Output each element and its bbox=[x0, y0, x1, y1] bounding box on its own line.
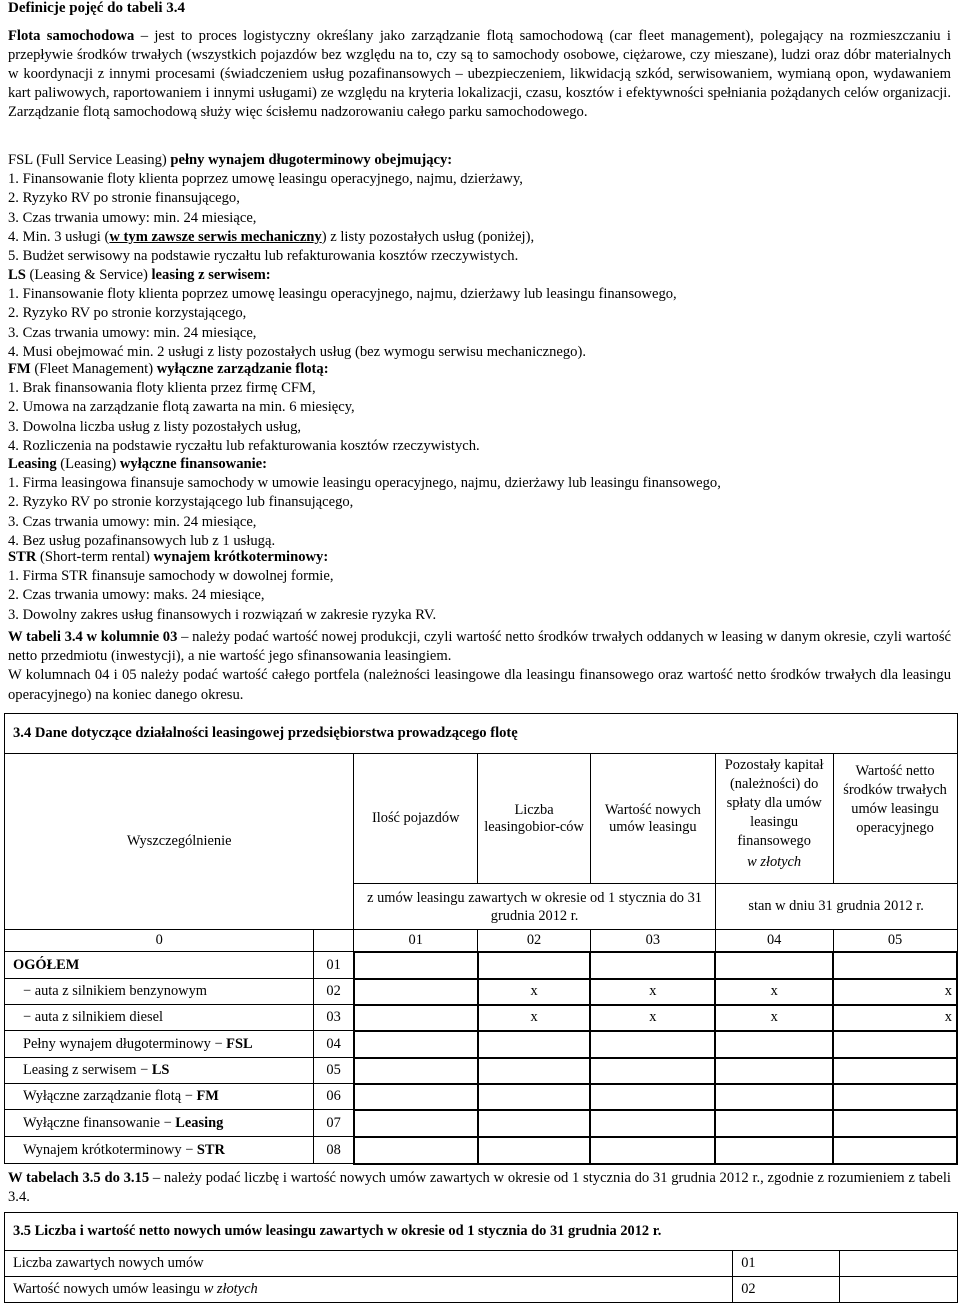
item-emphasis: w tym zawsze serwis mechaniczny bbox=[109, 228, 322, 245]
section-full-name: (Short-term rental) bbox=[36, 549, 154, 565]
na-cell: x bbox=[590, 979, 715, 1005]
row-label-text: Wartość nowych umów leasingu bbox=[13, 1281, 204, 1297]
table-3-4 bbox=[4, 713, 958, 1165]
table-3-5-title: 3.5 Liczba i wartość netto nowych umów leasingu zawartych w okresie od 1 stycznia do 31 grudnia 2012 r. bbox=[5, 1213, 958, 1251]
data-cell[interactable] bbox=[590, 1137, 715, 1164]
list-item: 1. Firma STR finansuje samochody w dowolnej formie, bbox=[8, 568, 334, 585]
list-item: 4. Rozliczenia na podstawie ryczałtu lub refakturowania kosztów rzeczywistych. bbox=[8, 437, 480, 454]
data-cell[interactable] bbox=[354, 952, 478, 979]
row-label-abbr: Leasing bbox=[175, 1114, 224, 1131]
list-item: 1. Finansowanie floty klienta poprzez umowę leasingu operacyjnego, najmu, dzierżawy, bbox=[8, 171, 523, 188]
row-label-text: Pełny wynajem długoterminowy − bbox=[23, 1035, 227, 1052]
list-item bbox=[8, 228, 951, 247]
header-spec: Wyszczególnienie bbox=[5, 754, 354, 930]
header-remaining-capital bbox=[715, 754, 833, 884]
na-cell: x bbox=[833, 979, 957, 1005]
note-table-3-4 bbox=[8, 628, 951, 705]
header-value-new: Wartość nowych umów leasingu bbox=[590, 754, 715, 884]
list-item: 1. Finansowanie floty klienta poprzez umowę leasingu operacyjnego, najmu, dzierżawy lub leasingu finansowego, bbox=[8, 286, 677, 303]
na-cell: x bbox=[715, 1005, 833, 1031]
data-cell[interactable] bbox=[354, 1058, 478, 1084]
section-full-name: (Leasing) bbox=[56, 456, 120, 472]
row-label bbox=[5, 1110, 314, 1137]
na-cell: x bbox=[478, 979, 591, 1005]
list-item: 5. Budżet serwisowy na podstawie ryczałtu lub refakturowania kosztów rzeczywistych. bbox=[8, 248, 519, 265]
col-number: 03 bbox=[590, 930, 715, 952]
section-full-name: (Full Service Leasing) bbox=[32, 152, 171, 168]
data-cell[interactable] bbox=[478, 952, 591, 979]
table-row bbox=[5, 1137, 958, 1164]
row-code: 01 bbox=[314, 952, 354, 979]
col-number: 02 bbox=[478, 930, 591, 952]
fleet-definition bbox=[8, 27, 951, 122]
list-item: 3. Czas trwania umowy: min. 24 miesiące, bbox=[8, 209, 257, 226]
row-code: 08 bbox=[314, 1137, 354, 1164]
note-text: – należy podać wartość nowej produkcji, czyli wartość netto środków trwałych oddanych w leasing w danym okresie, czyli wartość netto przedmiotu (inwestycji), a nie wartość jego sfinansowania leasingiem. bbox=[8, 629, 952, 665]
data-cell[interactable] bbox=[478, 1058, 591, 1084]
fleet-term: Flota samochodowa bbox=[8, 28, 135, 44]
na-cell: x bbox=[478, 1005, 591, 1031]
row-label-abbr: LS bbox=[151, 1062, 170, 1078]
section-full-name: (Leasing & Service) bbox=[25, 267, 152, 283]
row-code: 07 bbox=[314, 1110, 354, 1137]
list-item: 2. Ryzyko RV po stronie finansującego, bbox=[8, 190, 240, 207]
data-cell[interactable] bbox=[715, 1084, 833, 1110]
section-abbr: STR bbox=[8, 549, 37, 565]
col-number: 05 bbox=[833, 930, 957, 952]
data-cell[interactable] bbox=[354, 1084, 478, 1110]
row-label bbox=[5, 1277, 733, 1303]
table-row bbox=[5, 1251, 958, 1277]
row-label bbox=[5, 1137, 314, 1164]
row-label: − auta z silnikiem benzynowym bbox=[5, 979, 314, 1005]
data-cell[interactable] bbox=[715, 1031, 833, 1058]
row-label: − auta z silnikiem diesel bbox=[5, 1005, 314, 1031]
row-code: 02 bbox=[733, 1277, 840, 1303]
header-unit: w złotych bbox=[747, 854, 802, 870]
table-row bbox=[5, 1031, 958, 1058]
section-leasing: Leasing (Leasing) wyłączne finansowanie: 1. Firma leasingowa finansuje samochody w umowie leasingu operacyjnego, najmu, dzierżawy lub leasingu finansowego, 2. Ryzyko RV po stronie korzystającego lub finansującego, 3. Czas trwania umowy: min. 24 miesiące, 4. Bez usług pozafinansowych lub z 1 usługą. bbox=[8, 455, 951, 551]
note-text: – należy podać liczbę i wartość nowych umów zawartych w okresie od 1 stycznia do 31 grudnia 2012 r., zgodnie z rozumieniem z tabeli 3.4. bbox=[8, 1170, 951, 1206]
data-cell[interactable] bbox=[354, 1137, 478, 1164]
data-cell[interactable] bbox=[833, 1031, 957, 1058]
list-item: 4. Bez usług pozafinansowych lub z 1 usługą. bbox=[8, 532, 276, 549]
header-period: z umów leasingu zawartych w okresie od 1 stycznia do 31 grudnia 2012 r. bbox=[354, 884, 715, 930]
list-item: 3. Dowolna liczba usług z listy pozostałych usług, bbox=[8, 418, 302, 435]
section-fm: FM (Fleet Management) wyłączne zarządzanie flotą: 1. Brak finansowania floty klienta przez firmę CFM, 2. Umowa na zarządzanie flotą zawarta na min. 6 miesięcy, 3. Dowolna liczba usług z listy pozostałych usług, 4. Rozliczenia na podstawie ryczałtu lub refakturowania kosztów rzeczywistych. bbox=[8, 360, 951, 456]
list-item: 3. Czas trwania umowy: min. 24 miesiące, bbox=[8, 324, 257, 341]
list-item: 1. Firma leasingowa finansuje samochody w umowie leasingu operacyjnego, najmu, dzierżawy lub leasingu finansowego, bbox=[8, 475, 721, 492]
header-vehicles: Ilość pojazdów bbox=[354, 754, 478, 884]
table-3-5 bbox=[4, 1212, 958, 1303]
data-cell[interactable] bbox=[715, 1058, 833, 1084]
data-cell[interactable] bbox=[478, 1110, 591, 1137]
data-cell[interactable] bbox=[354, 1005, 478, 1031]
table-3-4-title: 3.4 Dane dotyczące działalności leasingowej przedsiębiorstwa prowadzącego flotę bbox=[5, 714, 958, 754]
row-label: Liczba zawartych nowych umów bbox=[5, 1251, 733, 1277]
col-number bbox=[314, 930, 354, 952]
row-label-text: Wynajem krótkoterminowy − bbox=[23, 1141, 197, 1158]
row-label-abbr: STR bbox=[196, 1141, 225, 1158]
data-cell[interactable] bbox=[833, 1058, 957, 1084]
data-cell[interactable] bbox=[590, 1058, 715, 1084]
section-desc: wyłączne finansowanie bbox=[119, 456, 263, 472]
row-code: 01 bbox=[733, 1251, 840, 1277]
col-number: 01 bbox=[354, 930, 478, 952]
table-row bbox=[5, 1058, 958, 1084]
section-str: STR (Short-term rental) wynajem krótkoterminowy: 1. Firma STR finansuje samochody w dowolnej formie, 2. Czas trwania umowy: maks. 24 miesiące, 3. Dowolny zakres usług finansowych i rozwiązań w zakresie ryzyka RV. bbox=[8, 548, 951, 625]
data-cell[interactable] bbox=[478, 1031, 591, 1058]
row-label-unit: w złotych bbox=[203, 1281, 258, 1297]
col-number: 0 bbox=[5, 930, 314, 952]
note-bold: W tabeli 3.4 w kolumnie 03 bbox=[8, 629, 178, 645]
data-cell[interactable] bbox=[833, 1137, 957, 1164]
header-remaining-text: Pozostały kapitał (należności) do spłaty dla umów leasingu finansowego bbox=[724, 757, 824, 849]
data-cell[interactable] bbox=[590, 1031, 715, 1058]
table-row bbox=[5, 1084, 958, 1110]
row-code: 02 bbox=[314, 979, 354, 1005]
section-abbr: Leasing bbox=[8, 456, 57, 472]
data-cell[interactable] bbox=[354, 1110, 478, 1137]
note-tables-3-5 bbox=[8, 1169, 951, 1207]
section-fsl: FSL (Full Service Leasing) pełny wynajem długoterminowy obejmujący: 1. Finansowanie floty klienta poprzez umowę leasingu operacyjnego, najmu, dzierżawy, 2. Ryzyko RV po stronie finansującego, 3. Czas trwania umowy: min. 24 miesiące, 4. Min. 3 usługi (w tym zawsze serwis mechaniczny) z listy pozostałych usług (poniżej), 5. Budżet serwisowy na podstawie ryczałtu lub refakturowania kosztów rzeczywistych. bbox=[8, 151, 951, 266]
col-number: 04 bbox=[715, 930, 833, 952]
data-cell[interactable] bbox=[590, 1084, 715, 1110]
row-label bbox=[5, 1058, 314, 1084]
section-desc: wyłączne zarządzanie flotą bbox=[156, 361, 324, 377]
list-item: 2. Ryzyko RV po stronie korzystającego lub finansującego, bbox=[8, 494, 354, 511]
table-row bbox=[5, 1005, 958, 1031]
row-label-text: Leasing z serwisem − bbox=[23, 1062, 152, 1078]
row-code: 05 bbox=[314, 1058, 354, 1084]
row-label bbox=[5, 1084, 314, 1110]
header-state: stan w dniu 31 grudnia 2012 r. bbox=[715, 884, 957, 930]
list-item: 1. Brak finansowania floty klienta przez firmę CFM, bbox=[8, 380, 316, 397]
row-label-text: Wyłączne zarządzanie flotą − bbox=[23, 1088, 197, 1104]
data-cell[interactable] bbox=[590, 952, 715, 979]
header-lessees: Liczba leasingobior-ców bbox=[478, 754, 591, 884]
data-cell[interactable] bbox=[833, 1110, 957, 1137]
list-item: 3. Dowolny zakres usług finansowych i rozwiązań w zakresie ryzyka RV. bbox=[8, 606, 437, 623]
row-label-abbr: FM bbox=[196, 1088, 219, 1104]
note-text: W kolumnach 04 i 05 należy podać wartość całego portfela (należności leasingowe dla leasingu finansowego oraz wartość netto środków trwałych dla leasingu operacyjnego) na koniec danego okresu. bbox=[8, 667, 951, 703]
list-item: 3. Czas trwania umowy: min. 24 miesiące, bbox=[8, 513, 257, 530]
row-label bbox=[5, 1031, 314, 1058]
row-code: 04 bbox=[314, 1031, 354, 1058]
fleet-definition-text: – jest to proces logistyczny określany jako zarządzanie flotą samochodową (car fleet management), polegający na rozmieszczaniu i przepływie środków trwałych (wszystkich pojazdów bez względu na to, czy są to samochody osobowe, ciężarowe, czy mieszane), ludzi oraz dóbr materialnych w koordynacji z innymi procesami (świadczeniem usług pozafinansowych – ubezpieczeniem, likwidacją szkód, serwisowaniem, wymianą opon, wydawaniem kart paliwowych, raportowaniem i innymi usługami) ze względu na kryteria lokalizacji, czasu, kosztów i efektywności spełniania pożądanych celów organizacji. Zarządzanie flotą samochodową służy więc ścisłemu nadzorowaniu całego parku samochodowego. bbox=[8, 28, 951, 121]
section-abbr: LS bbox=[8, 267, 26, 283]
na-cell: x bbox=[833, 1005, 957, 1031]
definitions-title: Definicje pojęć do tabeli 3.4 bbox=[8, 0, 186, 16]
row-code: 06 bbox=[314, 1084, 354, 1110]
section-desc: pełny wynajem długoterminowy obejmujący bbox=[170, 152, 448, 168]
section-full-name: (Fleet Management) bbox=[30, 361, 157, 377]
data-cell[interactable] bbox=[715, 1137, 833, 1164]
table-row bbox=[5, 1110, 958, 1137]
section-abbr: FSL bbox=[8, 152, 33, 168]
data-cell[interactable] bbox=[354, 1031, 478, 1058]
row-label: OGÓŁEM bbox=[5, 952, 314, 979]
list-item: 4. Musi obejmować min. 2 usługi z listy pozostałych usług (bez wymogu serwisu mechanicznego). bbox=[8, 343, 586, 360]
section-abbr: FM bbox=[8, 361, 31, 377]
section-desc: leasing z serwisem bbox=[151, 267, 266, 283]
row-code: 03 bbox=[314, 1005, 354, 1031]
section-ls: LS (Leasing & Service) leasing z serwisem: 1. Finansowanie floty klienta poprzez umowę leasingu operacyjnego, najmu, dzierżawy lub leasingu finansowego, 2. Ryzyko RV po stronie korzystającego, 3. Czas trwania umowy: min. 24 miesiące, 4. Musi obejmować min. 2 usługi z listy pozostałych usług (bez wymogu serwisu mechanicznego). bbox=[8, 266, 951, 362]
note-bold: W tabelach 3.5 do 3.15 bbox=[8, 1170, 150, 1186]
table-row bbox=[5, 952, 958, 979]
na-cell: x bbox=[715, 979, 833, 1005]
item-text: ) z listy pozostałych usług (poniżej), bbox=[321, 228, 535, 245]
data-cell[interactable] bbox=[833, 1084, 957, 1110]
data-cell[interactable] bbox=[478, 1137, 591, 1164]
list-item: 2. Ryzyko RV po stronie korzystającego, bbox=[8, 305, 247, 322]
item-text: 4. Min. 3 usługi ( bbox=[8, 228, 110, 245]
data-cell[interactable] bbox=[715, 952, 833, 979]
data-cell[interactable] bbox=[590, 1110, 715, 1137]
list-item: 2. Umowa na zarządzanie flotą zawarta na min. 6 miesięcy, bbox=[8, 399, 355, 416]
data-cell[interactable] bbox=[478, 1084, 591, 1110]
data-cell[interactable] bbox=[833, 952, 957, 979]
data-cell[interactable] bbox=[840, 1277, 958, 1303]
table-row bbox=[5, 1277, 958, 1303]
data-cell[interactable] bbox=[354, 979, 478, 1005]
header-net-value: Wartość netto środków trwałych umów leasingu operacyjnego bbox=[833, 754, 957, 884]
section-desc: wynajem krótkoterminowy bbox=[153, 549, 324, 565]
data-cell[interactable] bbox=[840, 1251, 958, 1277]
row-label-text: Wyłączne finansowanie − bbox=[23, 1114, 176, 1131]
data-cell[interactable] bbox=[715, 1110, 833, 1137]
na-cell: x bbox=[590, 1005, 715, 1031]
list-item: 2. Czas trwania umowy: maks. 24 miesiące, bbox=[8, 587, 265, 604]
table-row bbox=[5, 979, 958, 1005]
row-label-abbr: FSL bbox=[226, 1035, 253, 1052]
